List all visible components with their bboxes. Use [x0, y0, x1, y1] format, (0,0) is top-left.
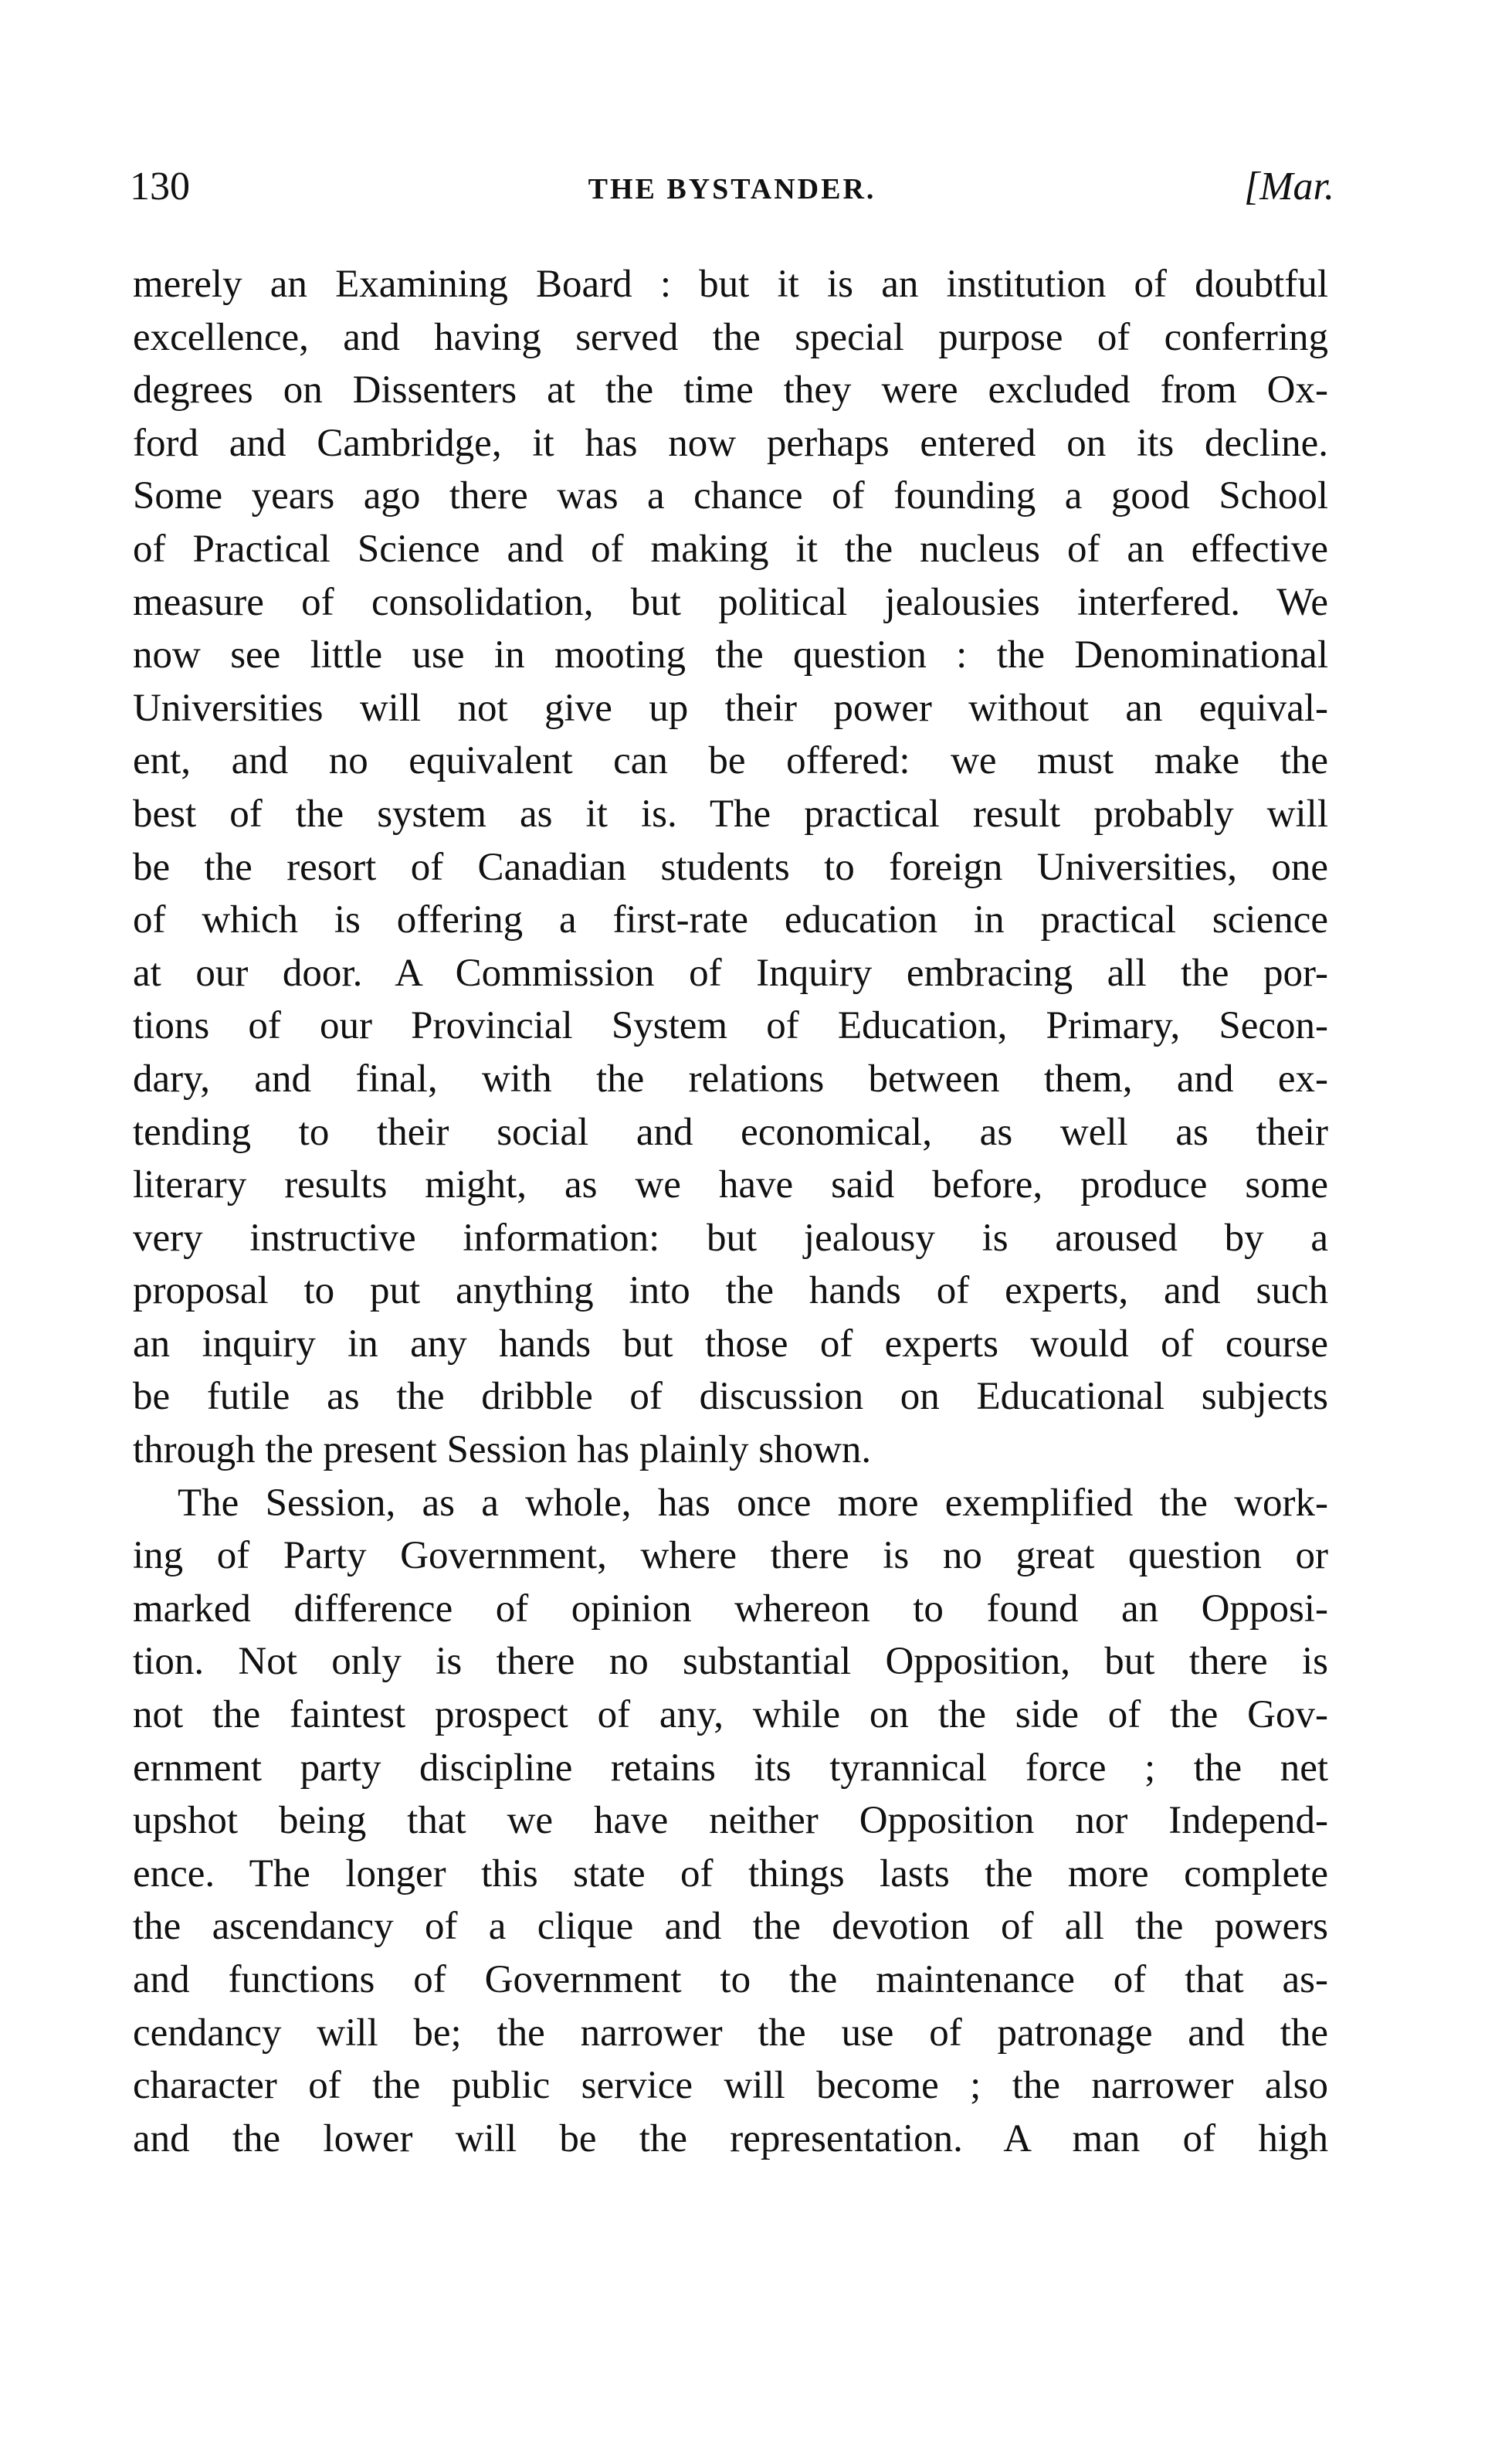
text-line: an inquiry in any hands but those of experts would of course	[133, 1322, 1328, 1366]
text-line: merely an Examining Board : but it is an institution of doubtful	[133, 263, 1328, 306]
text-line: literary results might, as we have said before, produce some	[133, 1163, 1328, 1207]
text-line: measure of consolidation, but political jealousies interfered. We	[133, 580, 1328, 624]
text-line: proposal to put anything into the hands of experts, and such	[133, 1269, 1328, 1313]
body-text	[133, 258, 1328, 2165]
text-line: marked difference of opinion whereon to found an Opposi-	[133, 1587, 1328, 1631]
page-header	[130, 164, 1334, 226]
text-line: at our door. A Commission of Inquiry embracing all the por-	[133, 951, 1328, 995]
text-line: ent, and no equivalent can be offered: we must make the	[133, 739, 1328, 783]
text-line: Some years ago there was a chance of founding a good School	[133, 474, 1328, 518]
text-line: be the resort of Canadian students to foreign Universities, one	[133, 845, 1328, 889]
text-line: tending to their social and economical, as well as their	[133, 1110, 1328, 1154]
text-line: and the lower will be the representation. A man of high	[133, 2116, 1328, 2160]
text-line: ernment party discipline retains its tyrannical force ; the net	[133, 1746, 1328, 1790]
text-line: very instructive information: but jealousy is aroused by a	[133, 1216, 1328, 1260]
text-line: upshot being that we have neither Opposition nor Independ-	[133, 1799, 1328, 1843]
page-number: 130	[130, 165, 190, 209]
text-line: of which is offering a first-rate education in practical science	[133, 898, 1328, 942]
text-line: cendancy will be; the narrower the use of patronage and the	[133, 2011, 1328, 2055]
text-line: now see little use in mooting the question : the Denominational	[133, 633, 1328, 677]
text-line: of Practical Science and of making it the nucleus of an effective	[133, 527, 1328, 571]
paragraph-end-line: through the present Session has plainly shown.	[133, 1428, 872, 1472]
running-date: [Mar.	[1243, 165, 1334, 209]
text-line: ence. The longer this state of things lasts the more complete	[133, 1851, 1328, 1896]
text-line: degrees on Dissenters at the time they were excluded from Ox-	[133, 368, 1328, 412]
text-line: be futile as the dribble of discussion on Educational subjects	[133, 1375, 1328, 1419]
text-line: excellence, and having served the special purpose of conferring	[133, 315, 1328, 359]
text-line: Universities will not give up their power without an equival-	[133, 686, 1328, 730]
text-line: and functions of Government to the maintenance of that as-	[133, 1958, 1328, 2001]
text-line: ing of Party Government, where there is no great question or	[133, 1534, 1328, 1578]
text-line: tions of our Provincial System of Education, Primary, Secon-	[133, 1004, 1328, 1048]
running-head: THE BYSTANDER.	[588, 173, 876, 205]
text-line: dary, and final, with the relations between them, and ex-	[133, 1057, 1328, 1101]
text-line: the ascendancy of a clique and the devotion of all the powers	[133, 1905, 1328, 1949]
text-line: best of the system as it is. The practical result probably will	[133, 792, 1328, 836]
paragraph-start-line: The Session, as a whole, has once more exemplified the work-	[178, 1481, 1328, 1525]
text-line: tion. Not only is there no substantial Opposition, but there is	[133, 1640, 1328, 1684]
text-line: not the faintest prospect of any, while on the side of the Gov-	[133, 1693, 1328, 1737]
text-line: ford and Cambridge, it has now perhaps entered on its decline.	[133, 421, 1328, 465]
text-line: character of the public service will become ; the narrower also	[133, 2064, 1328, 2108]
